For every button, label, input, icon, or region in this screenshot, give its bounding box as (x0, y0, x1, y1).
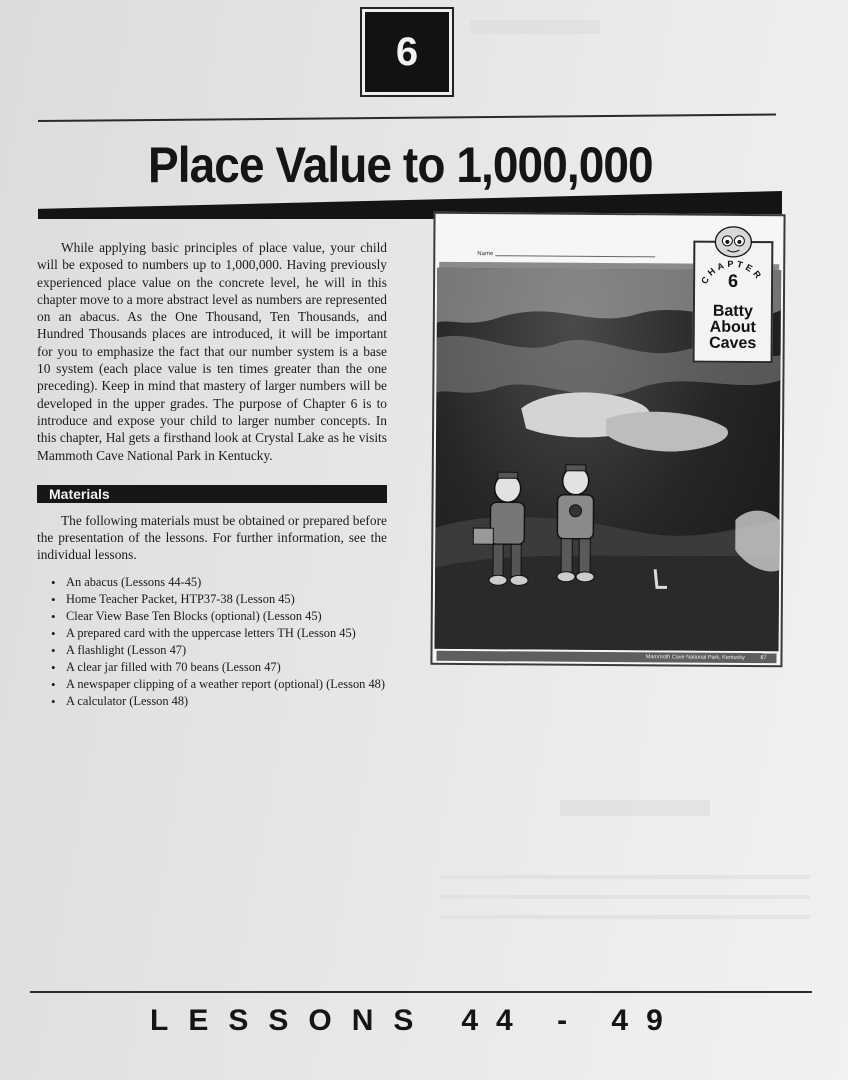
materials-heading: Materials (37, 485, 387, 503)
list-item: • Home Teacher Packet, HTP37-38 (Lesson 45) (51, 591, 295, 607)
list-item: • A newspaper clipping of a weather report (optional) (Lesson 48) (51, 676, 385, 692)
materials-intro: The following materials must be obtained or prepared before the presentation of the lessons. For further information, see the individual lessons. (37, 512, 387, 563)
worksheet-thumbnail (430, 212, 785, 667)
bullet-icon: • (51, 591, 56, 607)
worksheet-footer (436, 651, 776, 663)
worksheet-page-number: 87 (760, 655, 767, 662)
bullet-icon: • (51, 642, 56, 658)
left-column (37, 239, 387, 710)
bleed-through-line (560, 800, 710, 816)
list-item: • A flashlight (Lesson 47) (51, 642, 187, 658)
bat-mascot-icon (713, 225, 753, 259)
list-item: • A prepared card with the uppercase letters TH (Lesson 45) (51, 625, 356, 641)
footer-caption: Mammoth Cave National Park, Kentucky (645, 654, 745, 661)
lessons-range: 44 - 49 (461, 1004, 681, 1037)
materials-list (37, 574, 387, 710)
bullet-icon: • (51, 608, 56, 624)
chapter-title: Place Value to 1,000,000 (148, 137, 653, 193)
list-item: • A clear jar filled with 70 beans (Lesson 47) (51, 659, 281, 675)
bullet-icon: • (51, 676, 56, 692)
bleed-through-line (440, 915, 810, 919)
list-item: • Clear View Base Ten Blocks (optional) (Lesson 45) (51, 608, 322, 624)
chapter-badge (693, 241, 774, 364)
badge-chapter-number: 6 (728, 270, 739, 291)
bleed-through-line (470, 20, 600, 34)
bullet-icon: • (51, 625, 56, 641)
badge-title: Batty About Caves (709, 302, 757, 353)
bleed-through-line (440, 875, 810, 879)
bullet-icon: • (51, 693, 56, 709)
bottom-rule (30, 991, 812, 993)
badge-chapter-word: CHAPTER (699, 258, 765, 286)
list-item: • An abacus (Lessons 44-45) (51, 574, 202, 590)
worksheet-name-label: Name (477, 251, 494, 258)
bullet-icon: • (51, 574, 56, 590)
chapter-number: 6 (365, 12, 449, 92)
top-rule (38, 114, 776, 122)
intro-paragraph: While applying basic principles of place value, your child will be exposed to numbers up to 1,000,000. Having previously experienced place value on the concrete level, he will in this chapter move to a more abstract level as numbers are represented on an abacus. As the One Thousand, Ten Thousands, and Hundred Thousands places are introduced, it will be important for you to emphasize the fact that our number system is a base 10 system (each place value is ten times greater than the one preceding). Keep in mind that mastery of larger numbers will be developed in the upper grades. The purpose of Chapter 6 is to introduce and expose your child to larger number concepts. In this chapter, Hal gets a firsthand look at Crystal Lake as he visits Mammoth Cave National Park in Kentucky. (37, 240, 387, 463)
bullet-icon: • (51, 659, 56, 675)
lessons-footer (150, 1004, 681, 1038)
list-item: • A calculator (Lesson 48) (51, 693, 189, 709)
chapter-number-box (360, 7, 454, 97)
bleed-through-line (440, 895, 810, 899)
lessons-word: LESSONS (150, 1004, 434, 1037)
name-line (495, 255, 655, 257)
